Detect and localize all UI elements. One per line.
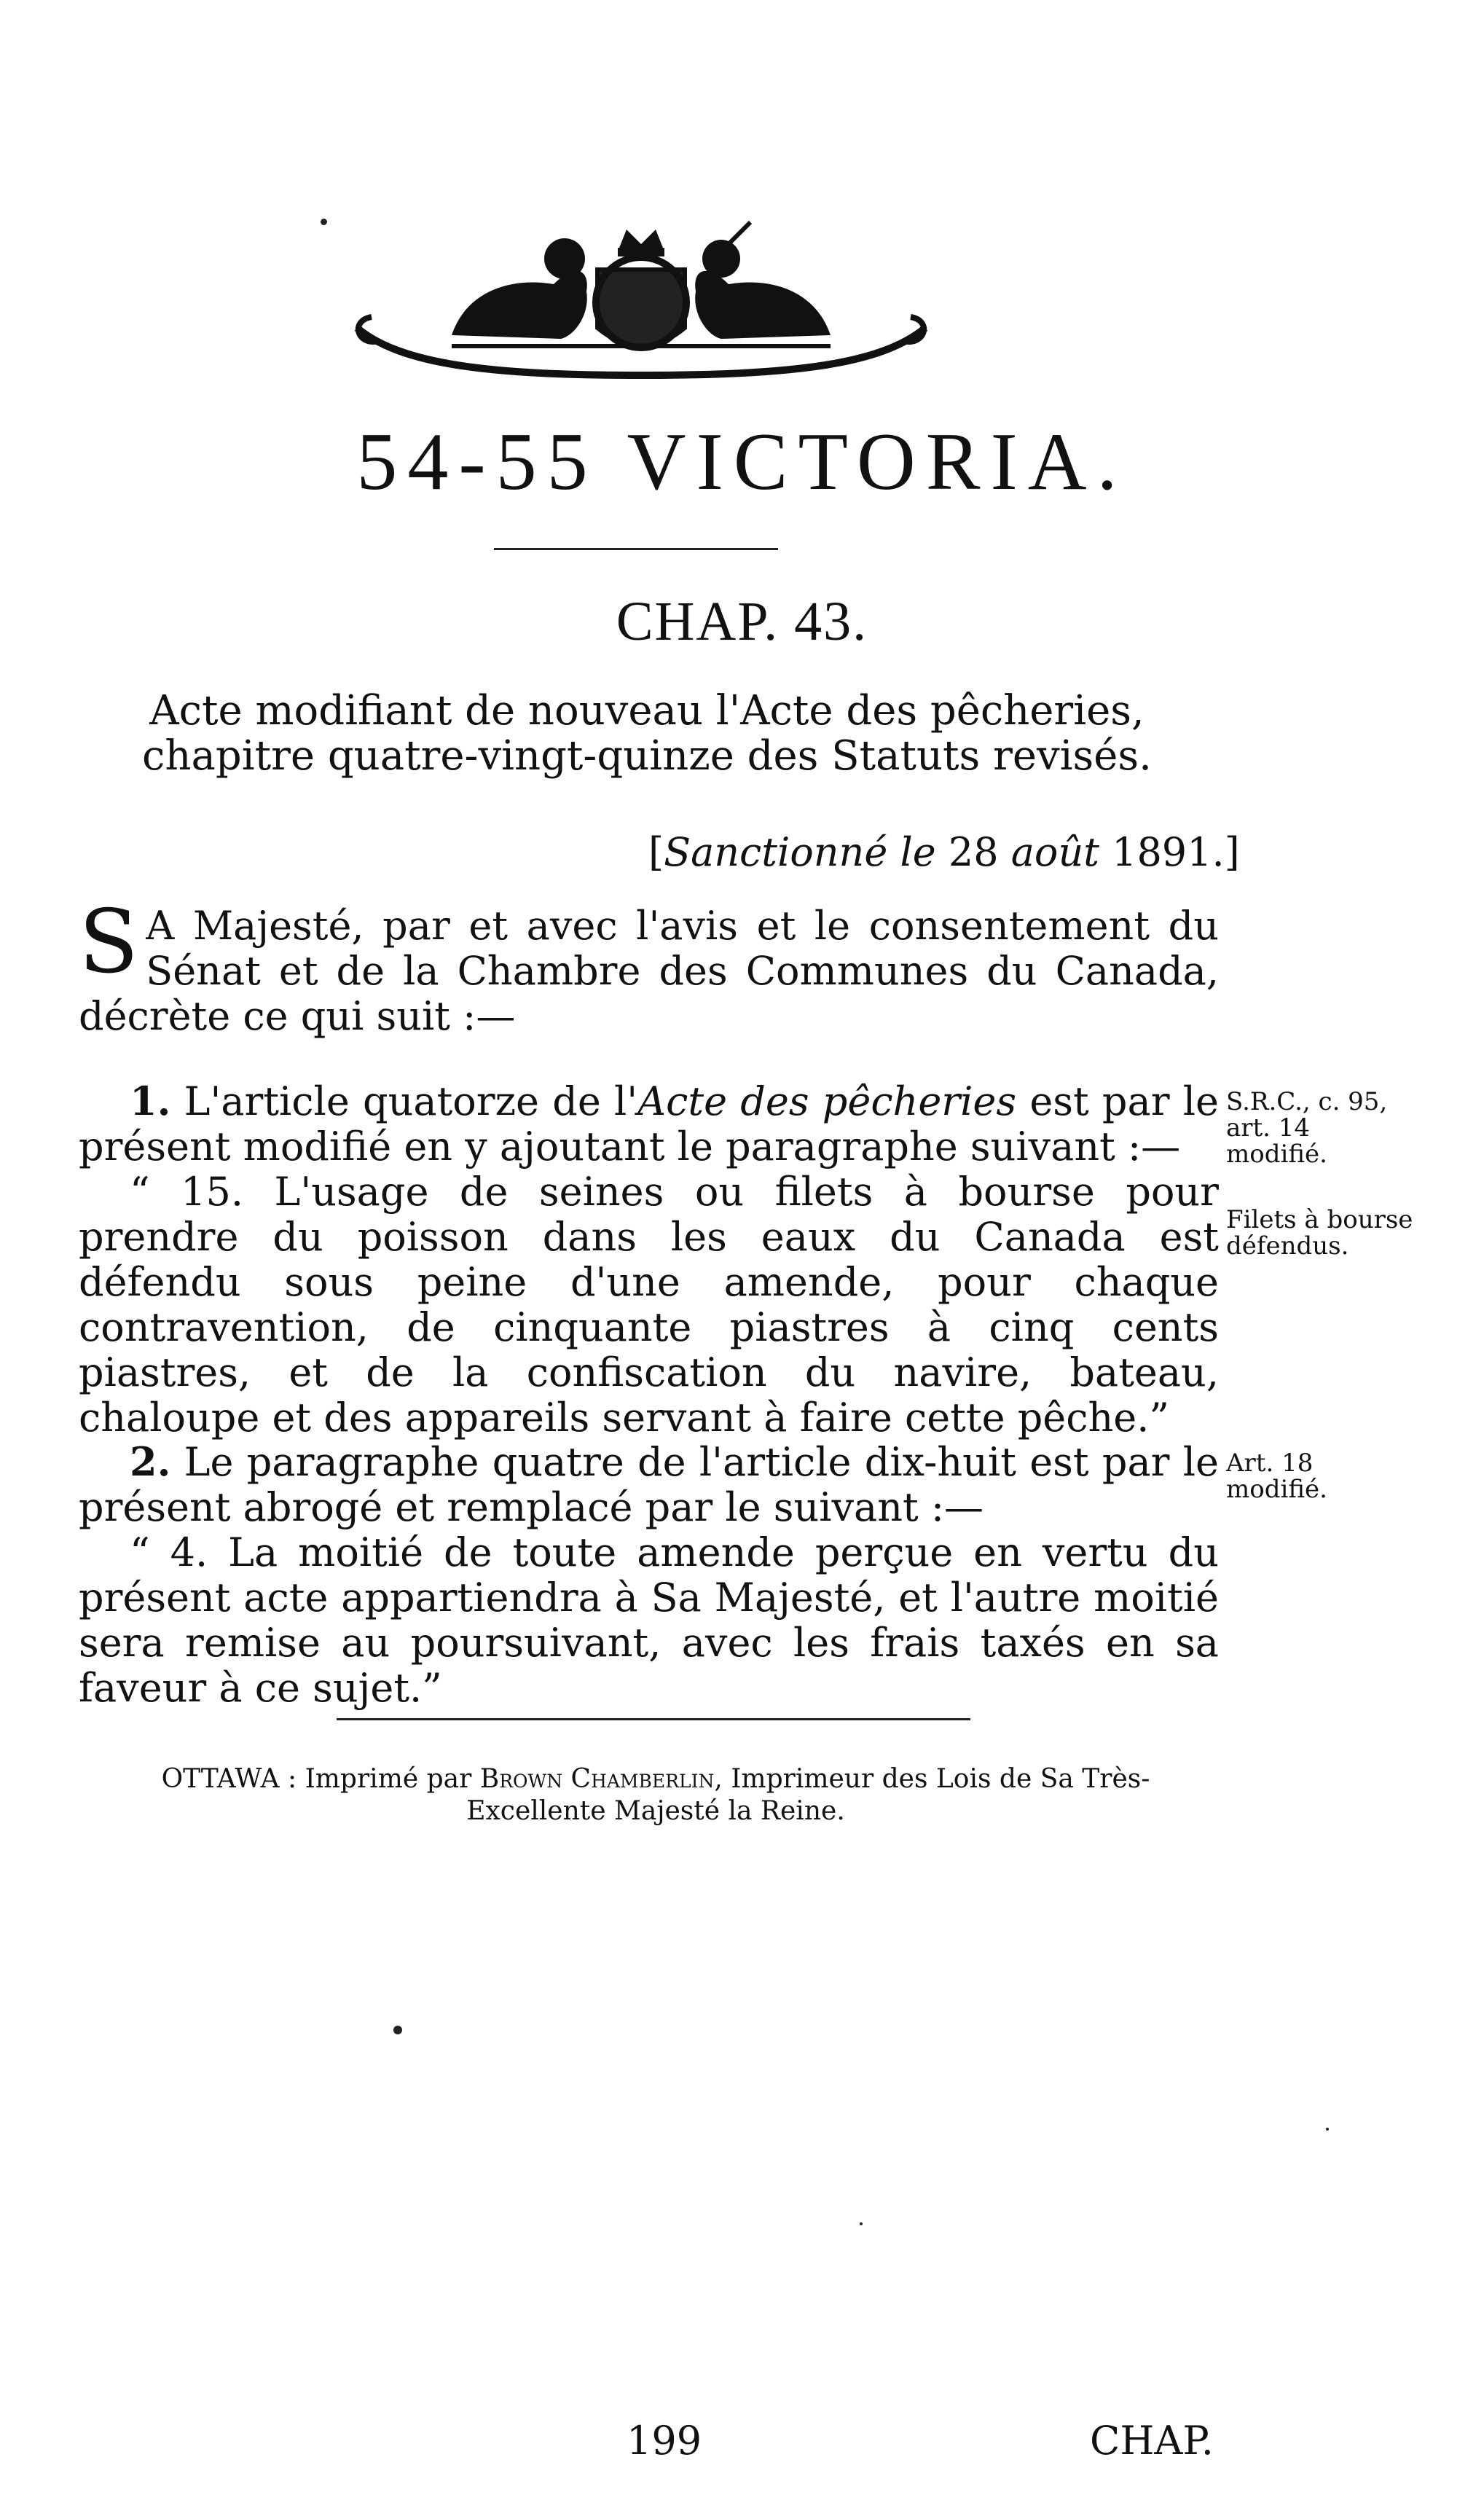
scan-speck <box>321 219 327 225</box>
preamble <box>79 892 1219 1039</box>
imprint-text-1: : Imprimé par <box>279 1764 480 1794</box>
section-2-intro <box>79 1439 1219 1530</box>
section-1-quote: “ 15. L'usage de seines ou filets à bourse pour prendre du poisson dans les eaux du Canada est défendu sous peine d'une amende, pour chaque contravention, de cinquante piastres à cinq cents piastres, et de la confiscation du navire, bateau, chaloupe et des appareils servant à faire cette pêche.” <box>79 1169 1219 1441</box>
sanction-bracket: [ <box>648 829 664 875</box>
scan-speck <box>1326 2128 1329 2131</box>
section-1-text-before: L'article quatorze de l' <box>170 1078 638 1124</box>
section-2-text: Le paragraphe quatre de l'article dix-huit est par le présent abrogé et remplacé par le suivant :— <box>79 1439 1219 1530</box>
scan-speck <box>860 2222 863 2225</box>
divider-rule <box>494 548 778 550</box>
reign-title: 54-55 VICTORIA. <box>356 417 1128 507</box>
act-title: Acte modifiant de nouveau l'Acte des pêcheries, chapitre quatre-vingt-quinze des Statuts revisés. <box>142 687 1152 780</box>
section-1-act-name: Acte des pêcheries <box>637 1078 1017 1124</box>
section-2 <box>79 1439 1219 1711</box>
imprint-printer: Brown Chamberlin <box>479 1764 715 1794</box>
section-2-quote: “ 4. La moitié de toute amende perçue en vertu du présent acte appartiendra à Sa Majesté, et l'autre moitié sera remise au poursuivant, avec les frais taxés en sa faveur à ce sujet.” <box>79 1529 1219 1711</box>
section-number: 1. <box>130 1078 171 1124</box>
drop-cap: S <box>79 892 139 993</box>
margin-note-2: Filets à bourse défendus. <box>1226 1205 1413 1261</box>
section-1-intro <box>79 1078 1219 1169</box>
section-number: 2. <box>130 1438 171 1485</box>
sanction-year: 1891.] <box>1099 829 1240 875</box>
preamble-text: A Majesté, par et avec l'avis et le consentement du Sénat et de la Chambre des Communes du Canada, décrète ce qui suit :— <box>79 903 1219 1039</box>
page-number: 199 <box>627 2418 702 2464</box>
sanction-label: Sanctionné le <box>664 829 936 875</box>
section-1 <box>79 1078 1219 1441</box>
printer-imprint <box>109 1763 1202 1827</box>
sanction-month: août <box>1010 829 1099 875</box>
section-1-text-after: est par le présent modifié en y ajoutant le paragraphe suivant :— <box>79 1078 1219 1169</box>
imprint-text-2: , Imprimeur des Lois de Sa Très-Excellente Majesté la Reine. <box>466 1764 1150 1826</box>
chapter-heading: CHAP. 43. <box>616 591 868 652</box>
margin-note-1: S.R.C., c. 95, art. 14 modifié. <box>1226 1087 1388 1169</box>
imprint-city: OTTAWA <box>161 1764 280 1794</box>
royal-coat-of-arms <box>342 219 940 393</box>
scan-speck <box>393 2026 402 2034</box>
sanction-day: 28 <box>935 829 1011 875</box>
sanction-date <box>648 829 1240 875</box>
divider-rule <box>337 1718 970 1720</box>
catchword: CHAP. <box>1090 2418 1214 2464</box>
margin-note-3: Art. 18 modifié. <box>1226 1449 1327 1504</box>
